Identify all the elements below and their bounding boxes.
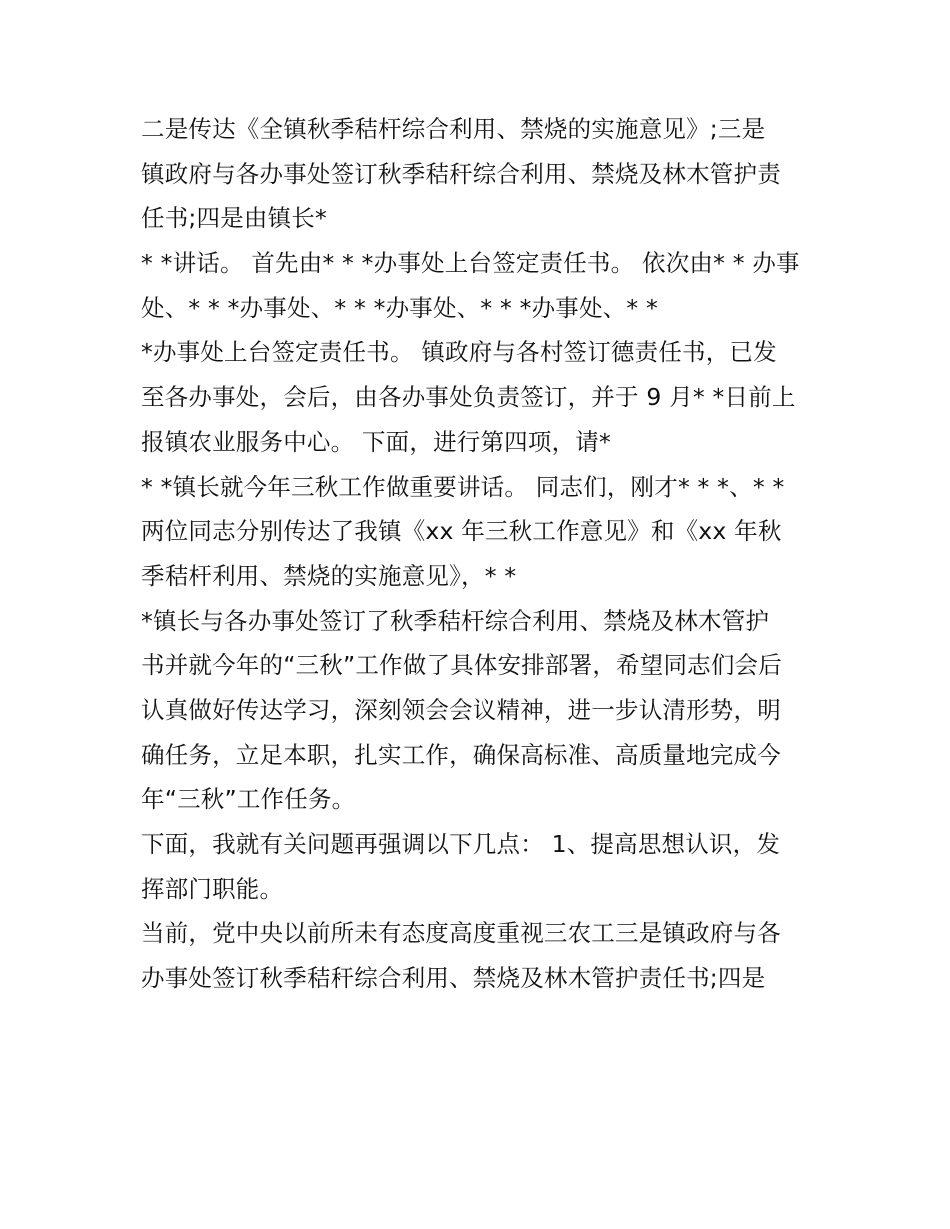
- text-line: 至各办事处，会后，由各办事处负责签订，并于 9 月* *日前上: [141, 383, 796, 412]
- text-line: 挥部门职能。: [141, 874, 284, 903]
- text-line: *办事处上台签定责任书。 镇政府与各村签订德责任书，已发: [141, 338, 777, 367]
- text-line: 报镇农业服务中心。 下面，进行第四项，请*: [141, 427, 611, 456]
- document-body: [141, 107, 821, 1001]
- text-line: 书并就今年的“三秋”工作做了具体安排部署，希望同志们会后: [141, 651, 782, 680]
- text-line: 镇政府与各办事处签订秋季秸秆综合利用、禁烧及林木管护责: [141, 159, 781, 188]
- text-line: 办事处签订秋季秸秆综合利用、禁烧及林木管护责任书;四是: [141, 964, 766, 993]
- text-line: 处、* * *办事处、* * *办事处、* * *办事处、* *: [141, 293, 658, 322]
- text-line: 认真做好传达学习，深刻领会会议精神，进一步认清形势，明: [141, 695, 781, 724]
- text-line: 季秸杆利用、禁烧的实施意见》，* *: [141, 561, 517, 590]
- text-line: *镇长与各办事处签订了秋季秸杆综合利用、禁烧及林木管护: [141, 606, 770, 635]
- text-line: 下面，我就有关问题再强调以下几点： 1、提高思想认识，发: [141, 830, 781, 858]
- text-line: * *讲话。 首先由* * *办事处上台签定责任书。 依次由* * 办事: [141, 249, 800, 278]
- text-line: 当前，党中央以前所未有态度高度重视三农工三是镇政府与各: [141, 919, 781, 948]
- text-line: 任书;四是由镇长*: [141, 204, 327, 233]
- text-line: 确任务，立足本职，扎实工作，确保高标准、高质量地完成今: [141, 740, 781, 769]
- text-line: 两位同志分别传达了我镇《xx 年三秋工作意见》和《xx 年秋: [141, 517, 782, 546]
- text-line: * *镇长就今年三秋工作做重要讲话。 同志们，刚才* * *、* *: [141, 472, 785, 501]
- text-line: 年“三秋”工作任务。: [141, 785, 356, 814]
- text-line: 二是传达《全镇秋季秸杆综合利用、禁烧的实施意见》;三是: [141, 115, 766, 143]
